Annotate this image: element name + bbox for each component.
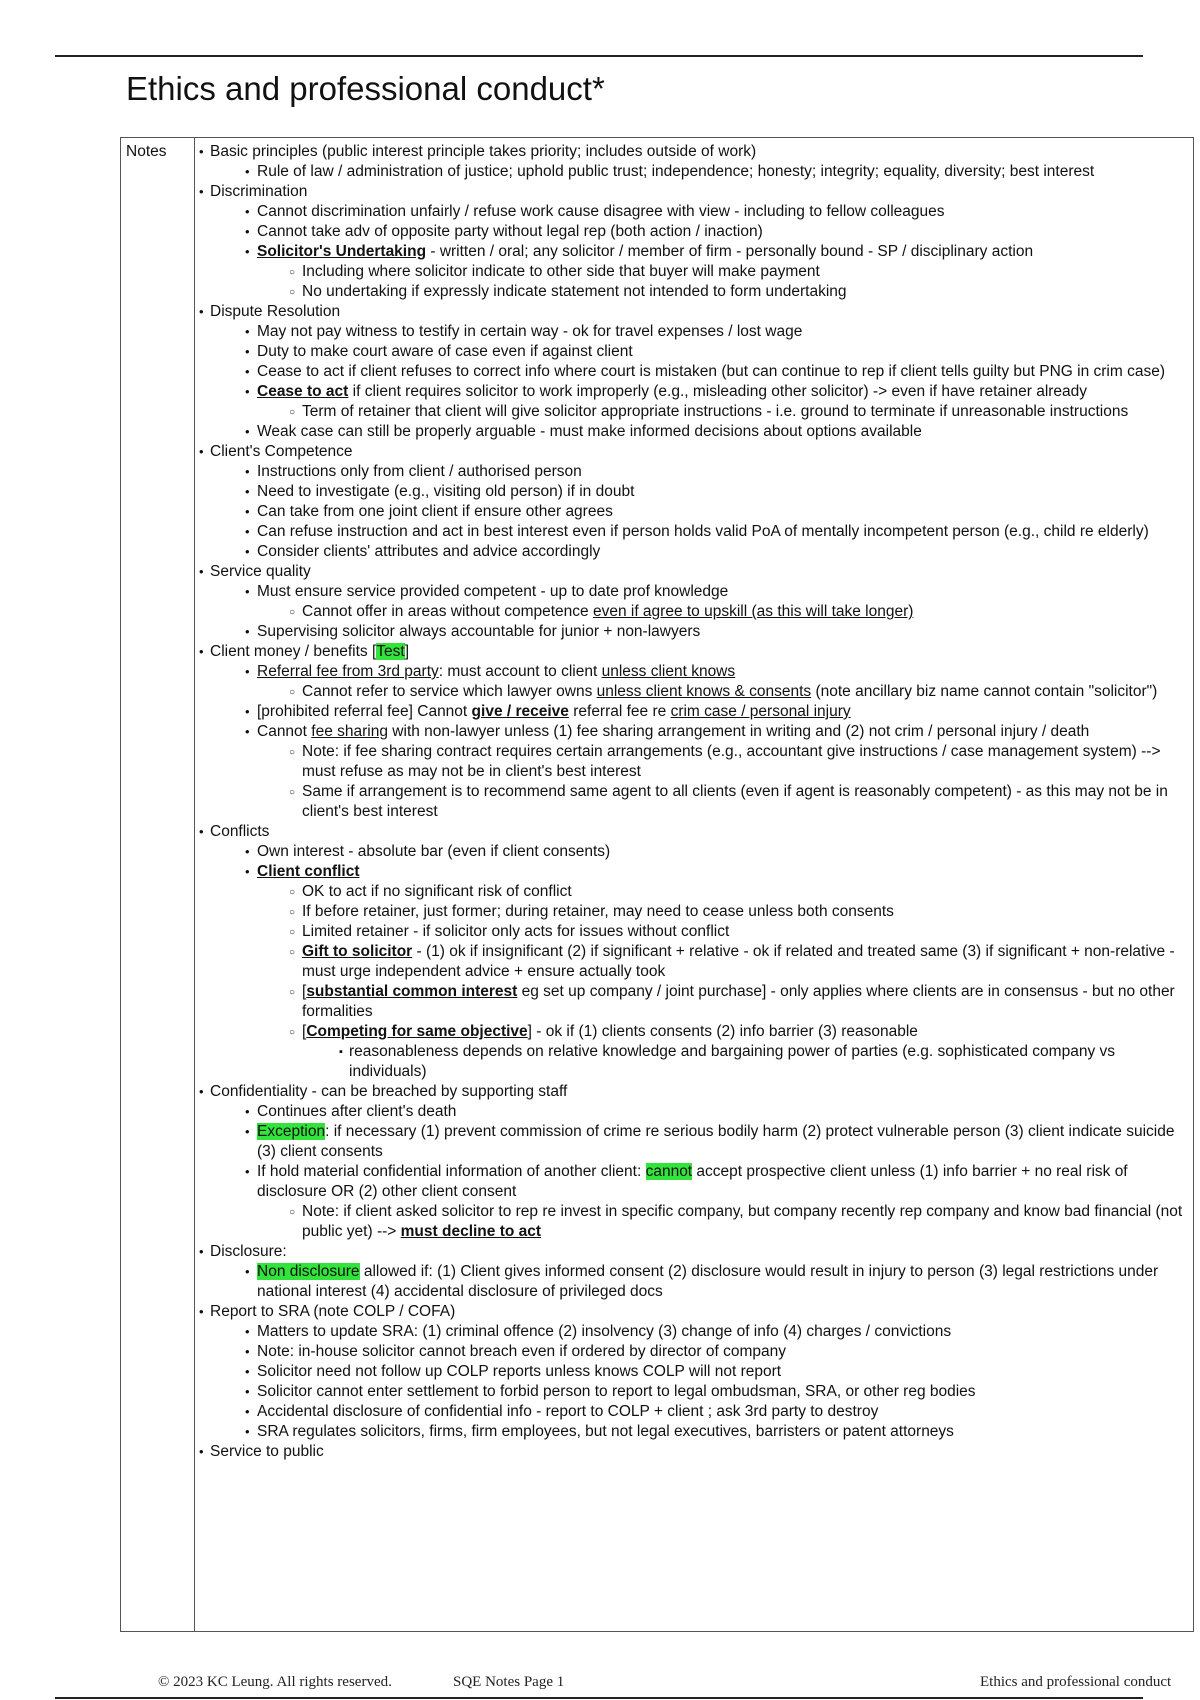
note-text: No undertaking if expressly indicate statement not intended to form undertaking <box>302 283 847 300</box>
note-text: Disclosure: <box>210 1243 287 1260</box>
note-text: referral fee re <box>568 703 671 720</box>
note-item-level-2 <box>198 1402 1189 1422</box>
note-item-level-2 <box>198 502 1189 522</box>
note-item-level-2 <box>198 1342 1189 1362</box>
note-text: Accidental disclosure of confidential info - report to COLP + client ; ask 3rd party to destroy <box>257 1403 879 1420</box>
note-text: : if necessary (1) prevent commission of crime re serious bodily harm (2) protect vulnerable person (3) client indicate suicide (3) client consents <box>257 1123 1175 1160</box>
note-item-level-3 <box>198 402 1189 422</box>
note-text: [ <box>302 1023 307 1040</box>
note-text: Rule of law / administration of justice; uphold public trust; independence; honesty; integrity; equality, diversity; best interest <box>257 163 1095 180</box>
note-text: Solicitor cannot enter settlement to forbid person to report to legal ombudsman, SRA, or other reg bodies <box>257 1383 976 1400</box>
note-text: Cannot take adv of opposite party without legal rep (both action / inaction) <box>257 223 763 240</box>
note-item-level-2 <box>198 722 1189 742</box>
notes-body <box>198 142 1189 1462</box>
note-item-level-1 <box>198 642 1189 662</box>
note-text: Matters to update SRA: (1) criminal offence (2) insolvency (3) change of info (4) charges / convictions <box>257 1323 952 1340</box>
note-text: OK to act if no significant risk of conflict <box>302 883 572 900</box>
note-item-level-1 <box>198 822 1189 842</box>
note-text: Same if arrangement is to recommend same agent to all clients (even if agent is reasonably competent) - as this may not be in client's best interest <box>302 783 1168 820</box>
note-text: Cannot <box>257 723 312 740</box>
note-text: Supervising solicitor always accountable for junior + non-lawyers <box>257 623 701 640</box>
footer-section-title: Ethics and professional conduct <box>980 1674 1172 1690</box>
note-text: [ <box>302 983 307 1000</box>
note-text: - written / oral; any solicitor / member of firm - personally bound - SP / disciplinary action <box>426 243 1034 260</box>
footer-page-number: SQE Notes Page 1 <box>453 1674 565 1690</box>
note-item-level-2 <box>198 842 1189 862</box>
note-item-level-1 <box>198 442 1189 462</box>
emphasized-text: Competing for same objective <box>306 1023 528 1040</box>
note-item-level-1 <box>198 182 1189 202</box>
highlighted-text: cannot <box>645 1163 693 1180</box>
note-text: Dispute Resolution <box>210 303 341 320</box>
note-text: if client requires solicitor to work improperly (e.g., misleading other solicitor) -> even if have retainer already <box>348 383 1088 400</box>
note-item-level-2 <box>198 542 1189 562</box>
note-text: Continues after client's death <box>257 1103 457 1120</box>
note-text: Limited retainer - if solicitor only acts for issues without conflict <box>302 923 730 940</box>
note-item-level-2 <box>198 862 1189 882</box>
emphasized-text: Client conflict <box>257 863 360 880</box>
page-title: Ethics and professional conduct* <box>126 70 605 107</box>
note-text: Conflicts <box>210 823 270 840</box>
note-text: Can refuse instruction and act in best interest even if person holds valid PoA of mentally incompetent person (e.g., child re elderly) <box>257 523 1149 540</box>
emphasized-text: unless client knows <box>601 663 736 680</box>
highlighted-text: Test <box>376 643 405 660</box>
note-text: ] <box>404 643 410 660</box>
note-item-level-1 <box>198 302 1189 322</box>
emphasized-text: Referral fee from 3rd party <box>257 663 439 680</box>
note-item-level-2 <box>198 322 1189 342</box>
note-item-level-2 <box>198 162 1189 182</box>
note-item-level-3 <box>198 1202 1189 1242</box>
note-item-level-2 <box>198 362 1189 382</box>
note-item-level-2 <box>198 702 1189 722</box>
note-text: Report to SRA (note COLP / COFA) <box>210 1303 456 1320</box>
note-item-level-2 <box>198 522 1189 542</box>
emphasized-text: crim case / personal injury <box>670 703 851 720</box>
note-item-level-2 <box>198 422 1189 442</box>
note-item-level-2 <box>198 1322 1189 1342</box>
note-item-level-2 <box>198 342 1189 362</box>
note-item-level-3 <box>198 282 1189 302</box>
note-text: Need to investigate (e.g., visiting old person) if in doubt <box>257 483 635 500</box>
note-item-level-2 <box>198 582 1189 602</box>
note-item-level-3 <box>198 982 1189 1022</box>
note-item-level-1 <box>198 1082 1189 1102</box>
note-item-level-3 <box>198 902 1189 922</box>
highlighted-text: Exception <box>257 1123 326 1140</box>
note-item-level-1 <box>198 1242 1189 1262</box>
note-item-level-3 <box>198 262 1189 282</box>
note-text: eg set up company / joint purchase] - only applies where clients are in consensus - but no other formalities <box>302 983 1175 1020</box>
note-item-level-4 <box>198 1042 1189 1082</box>
note-item-level-2 <box>198 1102 1189 1122</box>
note-text: Cannot offer in areas without competence <box>302 603 593 620</box>
note-item-level-2 <box>198 462 1189 482</box>
note-item-level-2 <box>198 1422 1189 1442</box>
note-text: Discrimination <box>210 183 308 200</box>
note-item-level-3 <box>198 922 1189 942</box>
note-text: Cease to act if client refuses to correct info where court is mistaken (but can continue to rep if client tells guilty but PNG in crim case) <box>257 363 1165 380</box>
note-text: Must ensure service provided competent - up to date prof knowledge <box>257 583 729 600</box>
emphasized-text: even if agree to upskill (as this will take longer) <box>592 603 914 620</box>
note-text: Cannot discrimination unfairly / refuse work cause disagree with view - including to fellow colleagues <box>257 203 945 220</box>
notes-label: Notes <box>126 143 167 160</box>
note-item-level-3 <box>198 602 1189 622</box>
note-item-level-2 <box>198 222 1189 242</box>
note-text: Note: in-house solicitor cannot breach even if ordered by director of company <box>257 1343 787 1360</box>
note-text: If hold material confidential information of another client: <box>257 1163 646 1180</box>
emphasized-text: substantial common interest <box>306 983 518 1000</box>
note-text: Instructions only from client / authorised person <box>257 463 582 480</box>
note-item-level-1 <box>198 1302 1189 1322</box>
note-item-level-2 <box>198 242 1189 262</box>
note-text: Consider clients' attributes and advice accordingly <box>257 543 601 560</box>
note-text: Service quality <box>210 563 311 580</box>
note-item-level-2 <box>198 1382 1189 1402</box>
note-text: Confidentiality - can be breached by supporting staff <box>210 1083 568 1100</box>
note-item-level-2 <box>198 1362 1189 1382</box>
note-item-level-2 <box>198 1122 1189 1162</box>
note-item-level-1 <box>198 562 1189 582</box>
note-item-level-2 <box>198 1162 1189 1202</box>
note-item-level-3 <box>198 682 1189 702</box>
note-text: reasonableness depends on relative knowledge and bargaining power of parties (e.g. sophisticated company vs individuals) <box>349 1043 1116 1080</box>
emphasized-text: Gift to solicitor <box>302 943 413 960</box>
note-text: (note ancillary biz name cannot contain "solicitor") <box>811 683 1158 700</box>
note-item-level-2 <box>198 1262 1189 1302</box>
note-text: Weak case can still be properly arguable - must make informed decisions about options available <box>257 423 922 440</box>
footer-copyright: © 2023 KC Leung. All rights reserved. <box>158 1674 392 1690</box>
note-item-level-3 <box>198 942 1189 982</box>
note-item-level-2 <box>198 482 1189 502</box>
note-text: Solicitor need not follow up COLP reports unless knows COLP will not report <box>257 1363 782 1380</box>
note-item-level-2 <box>198 662 1189 682</box>
note-text: Including where solicitor indicate to other side that buyer will make payment <box>302 263 820 280</box>
note-item-level-3 <box>198 882 1189 902</box>
note-text: Cannot refer to service which lawyer owns <box>302 683 597 700</box>
note-text: Own interest - absolute bar (even if client consents) <box>257 843 611 860</box>
note-text: Service to public <box>210 1443 324 1460</box>
note-text: with non-lawyer unless (1) fee sharing arrangement in writing and (2) not crim / personal injury / death <box>388 723 1090 740</box>
emphasized-text: fee sharing <box>311 723 388 740</box>
note-item-level-2 <box>198 382 1189 402</box>
emphasized-text: Solicitor's Undertaking <box>257 243 427 260</box>
note-text: accept prospective client unless (1) info barrier + no real risk of disclosure OR (2) other client consent <box>257 1163 1128 1200</box>
note-text: Term of retainer that client will give solicitor appropriate instructions - i.e. ground to terminate if unreasonable instructions <box>302 403 1129 420</box>
emphasized-text: must decline to act <box>400 1223 542 1240</box>
note-text: Note: if client asked solicitor to rep re invest in specific company, but company recently rep company and know bad financial (not public yet) --> <box>302 1203 1183 1240</box>
note-item-level-2 <box>198 622 1189 642</box>
note-text: : must account to client <box>438 663 602 680</box>
note-text: [prohibited referral fee] Cannot <box>257 703 472 720</box>
emphasized-text: Cease to act <box>257 383 349 400</box>
top-rule <box>55 55 1143 57</box>
note-text: Note: if fee sharing contract requires certain arrangements (e.g., accountant give instructions / case management system) --> must refuse as may not be in client's best interest <box>302 743 1161 780</box>
emphasized-text: give / receive <box>471 703 569 720</box>
note-text: May not pay witness to testify in certain way - ok for travel expenses / lost wage <box>257 323 803 340</box>
note-item-level-3 <box>198 782 1189 822</box>
note-item-level-1 <box>198 1442 1189 1462</box>
note-item-level-1 <box>198 142 1189 162</box>
note-text: If before retainer, just former; during retainer, may need to cease unless both consents <box>302 903 894 920</box>
note-text: Can take from one joint client if ensure other agrees <box>257 503 613 520</box>
note-text: Duty to make court aware of case even if against client <box>257 343 633 360</box>
emphasized-text: unless client knows & consents <box>596 683 812 700</box>
note-text: Client money / benefits [ <box>210 643 377 660</box>
bottom-rule <box>55 1697 1143 1699</box>
note-text: Client's Competence <box>210 443 353 460</box>
notes-label-column <box>121 138 195 1631</box>
note-text: Basic principles (public interest principle takes priority; includes outside of work) <box>210 143 757 160</box>
note-item-level-3 <box>198 1022 1189 1042</box>
highlighted-text: Non disclosure <box>257 1263 360 1280</box>
note-item-level-2 <box>198 202 1189 222</box>
note-text: SRA regulates solicitors, firms, firm employees, but not legal executives, barristers or patent attorneys <box>257 1423 954 1440</box>
note-text: ] - ok if (1) clients consents (2) info barrier (3) reasonable <box>527 1023 918 1040</box>
note-item-level-3 <box>198 742 1189 782</box>
note-text: - (1) ok if insignificant (2) if significant + relative - ok if related and treated same (3) if significant + non-relative - must urge independent advice + ensure actually took <box>302 943 1175 980</box>
note-text: allowed if: (1) Client gives informed consent (2) disclosure would result in injury to person (3) legal restrictions under national interest (4) accidental disclosure of privileged docs <box>257 1263 1159 1300</box>
notes-table <box>120 137 1194 1632</box>
